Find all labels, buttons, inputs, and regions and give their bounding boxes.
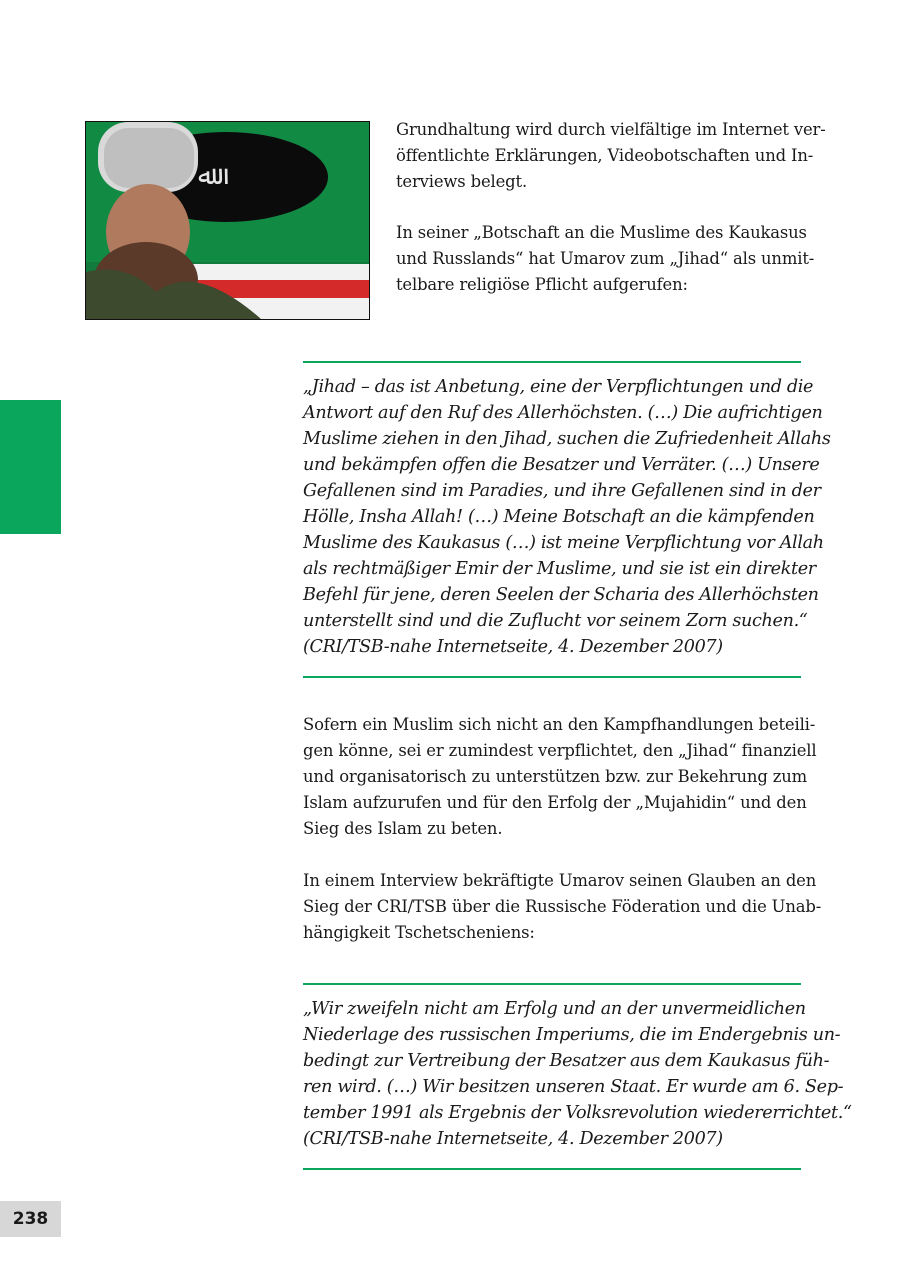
quote-source: (CRI/TSB-nahe Internetseite, 4. Dezember 2007) [303, 1129, 723, 1149]
chapter-tab-marker [0, 400, 61, 534]
portrait-photo [85, 121, 370, 320]
portrait-photo-icon [86, 122, 369, 319]
quote-block-first [303, 361, 831, 678]
paragraph-interview: In einem Interview bekräftigte Umarov seinen Glauben an den Sieg der CRI/TSB über die Russische Föderation und die Unab- hängigkeit Tschetscheniens: [303, 871, 822, 942]
flag-inscription: ﷲ [198, 161, 214, 191]
paragraph-sofern: Sofern ein Muslim sich nicht an den Kampfhandlungen beteili- gen könne, sei er zumindest verpflichtet, den „Jihad“ finanziell und organisatorisch zu unterstützen bzw. zur Bekehrung zum Islam aufzurufen und für den Erfolg der „Mujahidin“ und den Sieg des Islam zu beten. [303, 715, 817, 838]
paragraph-botschaft: In seiner „Botschaft an die Muslime des Kaukasus und Russlands“ hat Umarov zum „Jihad“ als unmit- telbare religiöse Pflicht aufgerufen: [396, 223, 815, 294]
quote-source: (CRI/TSB-nahe Internetseite, 4. Dezember 2007) [303, 637, 723, 657]
paragraph-intro: Grundhaltung wird durch vielfältige im Internet ver- öffentlichte Erklärungen, Videobotschaften und In- terviews belegt. [396, 120, 826, 191]
quote-block-second [303, 983, 852, 1170]
quote-text: „Jihad – das ist Anbetung, eine der Verpflichtungen und die Antwort auf den Ruf des Allerhöchsten. (…) Die aufrichtigen Muslime ziehen in den Jihad, suchen die Zufriedenheit Allahs und bekämpfen offen die Besatzer und Verräter. (…) Unsere Gefallenen sind im Paradies, und ihre Gefallenen sind in der Hölle, Insha Allah! (…) Meine Botschaft an die kämpfenden Muslime des Kaukasus (…) ist meine Verpflichtung vor Allah als rechtmäßiger Emir der Muslime, und sie ist ein direkter Befehl für jene, deren Seelen der Scharia des Allerhöchsten unterstellt sind und die Zuflucht vor seinem Zorn suchen.“ (CRI/TSB-nahe Internetseite, 4. Dezember 2007) [303, 363, 801, 660]
page-number: 238 [0, 1201, 61, 1237]
quote-text: „Wir zweifeln nicht am Erfolg und an der unvermeidlichen Niederlage des russischen Imperiums, die im Endergebnis un- bedingt zur Vertreibung der Besatzer aus dem Kaukasus füh- ren wird. (…) Wir besitzen unseren Staat. Er wurde am 6. Sep- tember 1991 als Ergebnis der Volksrevolution wiedererrichtet.“ (CRI/TSB-nahe Internetseite, 4. Dezember 2007) [303, 985, 801, 1152]
